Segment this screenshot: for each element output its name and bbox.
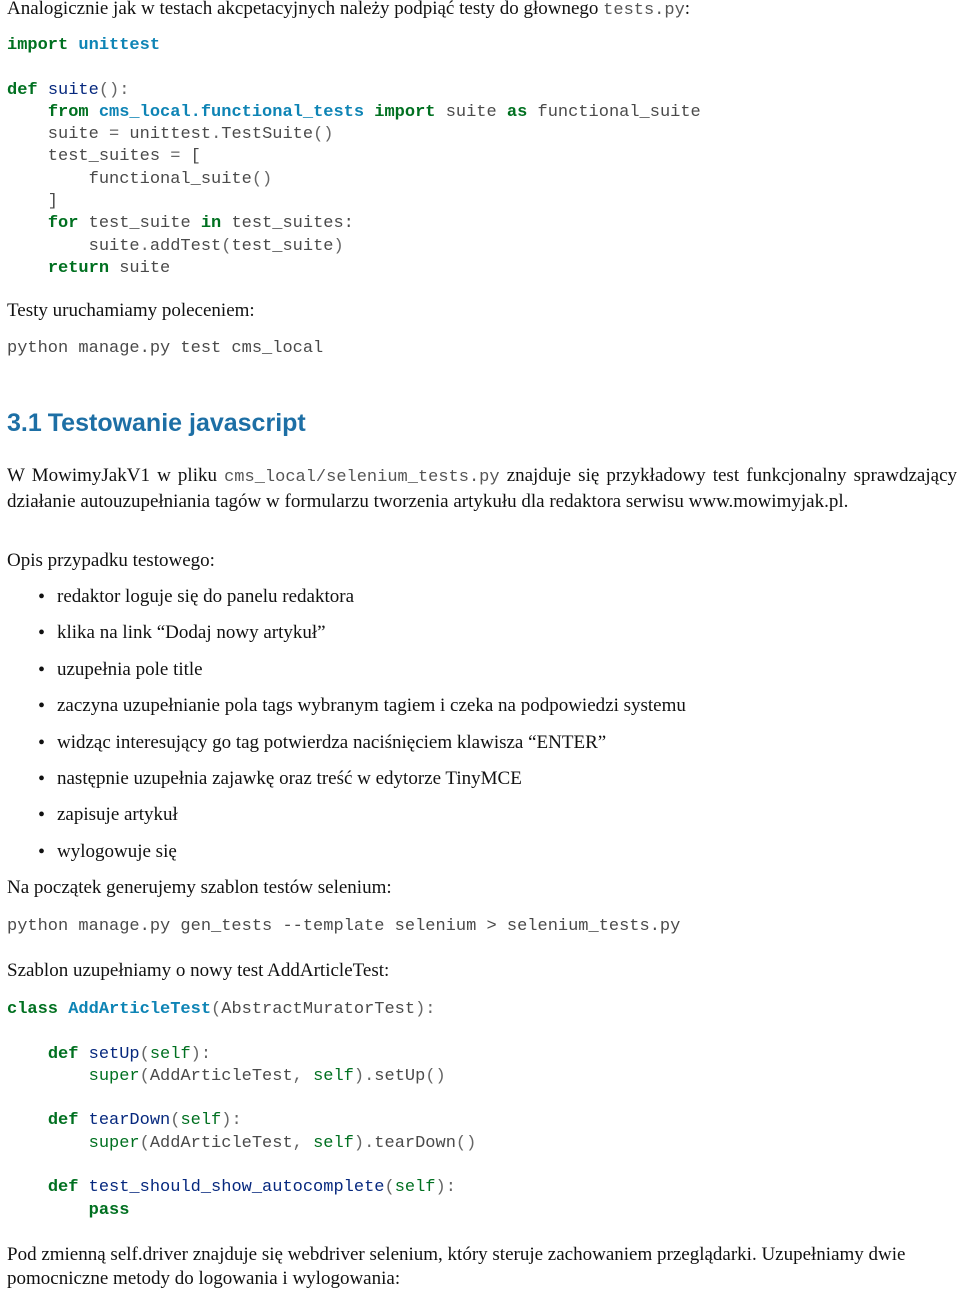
code2-token: super xyxy=(88,1133,140,1153)
code1-token: suite xyxy=(7,125,110,145)
code2-token: tearDown xyxy=(88,1111,171,1131)
code1-token: () xyxy=(313,125,334,145)
code2-token xyxy=(303,1067,313,1086)
code2-line xyxy=(7,1021,957,1043)
code2-token: self xyxy=(313,1066,354,1086)
code2-token: ): xyxy=(221,1111,242,1131)
code1-token: test_suite xyxy=(78,214,201,234)
code1-token: . xyxy=(211,125,222,145)
code2-token: , xyxy=(292,1066,303,1086)
code2-token xyxy=(78,1111,88,1130)
code2-line xyxy=(7,1200,957,1222)
code1-token: def xyxy=(7,80,38,100)
code2-token xyxy=(7,1178,48,1197)
code2-token: ). xyxy=(353,1133,375,1153)
code1-token: unittest xyxy=(78,36,161,55)
code2-token: ): xyxy=(190,1044,212,1064)
code2-line xyxy=(7,1044,957,1066)
code2-token: ( xyxy=(384,1178,395,1198)
code1-token xyxy=(38,81,48,100)
test-step-item: • zaczyna uzupełnianie pola tags wybranym tagiem i czeka na podpowiedzi systemu xyxy=(7,694,957,730)
code2-token: ( xyxy=(139,1066,150,1086)
code2-token: def xyxy=(47,1044,79,1064)
code2-token: ( xyxy=(211,1000,222,1019)
test-case-label: Opis przypadku testowego: xyxy=(7,550,215,571)
code2-token: test_should_show_autocomplete xyxy=(88,1178,385,1198)
code1-token: import xyxy=(7,36,69,55)
code1-token: test_suites xyxy=(7,147,171,167)
code2-line xyxy=(7,1155,957,1177)
code2-token: self xyxy=(313,1133,354,1153)
code2-token xyxy=(78,1178,88,1197)
code2-token: self xyxy=(394,1178,436,1198)
intro-text: Analogicznie jak w testach akcpetacyjnych należy podpiąć testy do głownego xyxy=(7,0,604,19)
code1-token: suite xyxy=(47,80,99,100)
test-step-item: • zapisuje artykuł xyxy=(7,803,957,839)
code1-line xyxy=(7,124,957,146)
code2-token: class xyxy=(7,1000,59,1019)
code1-token: unittest xyxy=(119,125,212,145)
code1-line xyxy=(7,191,957,213)
code1-line xyxy=(7,80,957,102)
code2-token xyxy=(58,1000,68,1019)
test-step-item: • widząc interesujący go tag potwierdza naciśnięciem klawisza “ENTER” xyxy=(7,731,957,767)
code2-token: super xyxy=(88,1066,140,1086)
code1-token: = xyxy=(109,125,120,145)
code1-token: functional_suite xyxy=(7,169,252,189)
code-block-tests xyxy=(7,35,957,280)
intro-paragraph xyxy=(7,0,957,23)
section-paragraph-prefix: W MowimyJakV1 w pliku xyxy=(7,465,225,486)
code2-line xyxy=(7,1088,957,1110)
section-paragraph-file: cms_local/selenium_tests.py xyxy=(224,468,500,487)
intro-suffix: : xyxy=(684,0,691,19)
code2-token: ): xyxy=(415,1000,436,1019)
test-step-item: • następnie uzupełnia zajawkę oraz treść w edytorze TinyMCE xyxy=(7,767,957,803)
test-step-item: • redaktor loguje się do panelu redaktora xyxy=(7,585,957,621)
code2-token: ): xyxy=(435,1178,456,1198)
code1-token: () xyxy=(251,169,273,189)
code1-line xyxy=(7,169,957,191)
code2-token xyxy=(7,1111,48,1130)
code2-token xyxy=(7,1201,89,1220)
code-block-addarticletest xyxy=(7,999,957,1222)
code1-token xyxy=(7,103,48,122)
code2-token: , xyxy=(292,1133,303,1153)
code1-token: . xyxy=(139,236,150,256)
code1-token: suite xyxy=(109,258,171,278)
code2-token: self xyxy=(180,1111,222,1131)
code2-token: setUp xyxy=(88,1044,140,1064)
intro-filename: tests.py xyxy=(603,1,685,20)
outro-paragraph: Pod zmienną self.driver znajduje się webdriver selenium, który steruje zachowaniem przeglądarki. Uzupełniamy dwie pomocniczne metody do logowania i wylogowania: xyxy=(7,1244,906,1289)
code2-token: AbstractMuratorTest xyxy=(221,1000,416,1019)
code2-line xyxy=(7,1110,957,1132)
code2-token: () xyxy=(455,1133,477,1153)
section-paragraph xyxy=(7,464,957,514)
code2-token: AddArticleTest xyxy=(149,1066,293,1086)
code1-token xyxy=(7,214,48,233)
code1-token: functional_suite xyxy=(527,102,701,122)
test-step-item: • wylogowuje się xyxy=(7,840,957,876)
code1-token: [ xyxy=(180,147,201,167)
test-case-steps xyxy=(7,585,957,876)
section-title: Testowanie javascript xyxy=(47,409,306,437)
code2-token: def xyxy=(47,1178,79,1198)
code1-token: addTest xyxy=(149,236,222,256)
code1-token: as xyxy=(506,102,528,122)
code1-token: in xyxy=(200,214,222,234)
code1-token: test_suite xyxy=(231,236,334,256)
code2-token xyxy=(7,1134,89,1153)
code1-token xyxy=(89,103,99,122)
run-command: python manage.py test cms_local xyxy=(7,339,324,358)
code2-token xyxy=(7,1067,89,1086)
code1-token: return xyxy=(47,258,110,278)
code1-token: test_suites: xyxy=(221,214,354,234)
code1-token: cms_local.functional_tests xyxy=(98,102,365,122)
code2-line xyxy=(7,999,957,1021)
gen-command: python manage.py gen_tests --template selenium > selenium_tests.py xyxy=(7,917,681,936)
code1-token: suite xyxy=(435,102,507,122)
section-number: 3.1 xyxy=(7,409,42,437)
code1-token xyxy=(68,36,78,55)
code1-token: for xyxy=(47,214,79,234)
code1-token: ( xyxy=(221,236,232,256)
code2-token: ( xyxy=(170,1111,181,1131)
code2-token: ( xyxy=(139,1133,150,1153)
code2-token: AddArticleTest xyxy=(68,1000,212,1019)
section-heading xyxy=(7,408,957,438)
test-step-item: • klika na link “Dodaj nowy artykuł” xyxy=(7,621,957,657)
code1-token: import xyxy=(374,102,436,122)
fill-label: Szablon uzupełniamy o nowy test AddArticleTest: xyxy=(7,960,390,981)
code1-line xyxy=(7,35,957,57)
code1-line xyxy=(7,213,957,235)
code2-token xyxy=(7,1045,48,1064)
code2-line xyxy=(7,1066,957,1088)
code2-token: tearDown xyxy=(374,1133,456,1153)
run-label: Testy uruchamiamy poleceniem: xyxy=(7,300,255,321)
code1-line xyxy=(7,102,957,124)
code1-token: = xyxy=(170,147,181,167)
code1-line xyxy=(7,57,957,79)
code2-token xyxy=(78,1045,88,1064)
code2-token: setUp xyxy=(374,1066,426,1086)
gen-label: Na początek generujemy szablon testów selenium: xyxy=(7,877,392,898)
code2-token xyxy=(303,1134,313,1153)
code2-line xyxy=(7,1133,957,1155)
code2-token: AddArticleTest xyxy=(149,1133,293,1153)
code1-token: (): xyxy=(98,80,130,100)
code2-token: () xyxy=(425,1066,446,1086)
code2-token: pass xyxy=(88,1200,130,1220)
code2-token: ( xyxy=(139,1044,150,1064)
code1-line xyxy=(7,258,957,280)
code1-token: ] xyxy=(7,192,59,212)
section-paragraph-suffix: znajduje się przykładowy test funkcjonalny sprawdzający działanie autouzupełniania tagów w formularzu tworzenia artykułu dla redaktora serwisu www.mowimyjak.pl. xyxy=(7,465,958,512)
code2-token: def xyxy=(47,1111,79,1131)
code1-token xyxy=(7,259,48,278)
code2-line xyxy=(7,1177,957,1199)
code1-token: TestSuite xyxy=(221,125,314,145)
code1-line xyxy=(7,236,957,258)
code1-line xyxy=(7,146,957,168)
code1-token: ) xyxy=(333,236,344,256)
code1-token xyxy=(364,103,374,122)
code2-token: ). xyxy=(353,1066,375,1086)
code1-token: from xyxy=(47,102,89,122)
code2-token: self xyxy=(149,1044,191,1064)
code1-token: suite xyxy=(7,236,140,256)
test-step-item: • uzupełnia pole title xyxy=(7,658,957,694)
